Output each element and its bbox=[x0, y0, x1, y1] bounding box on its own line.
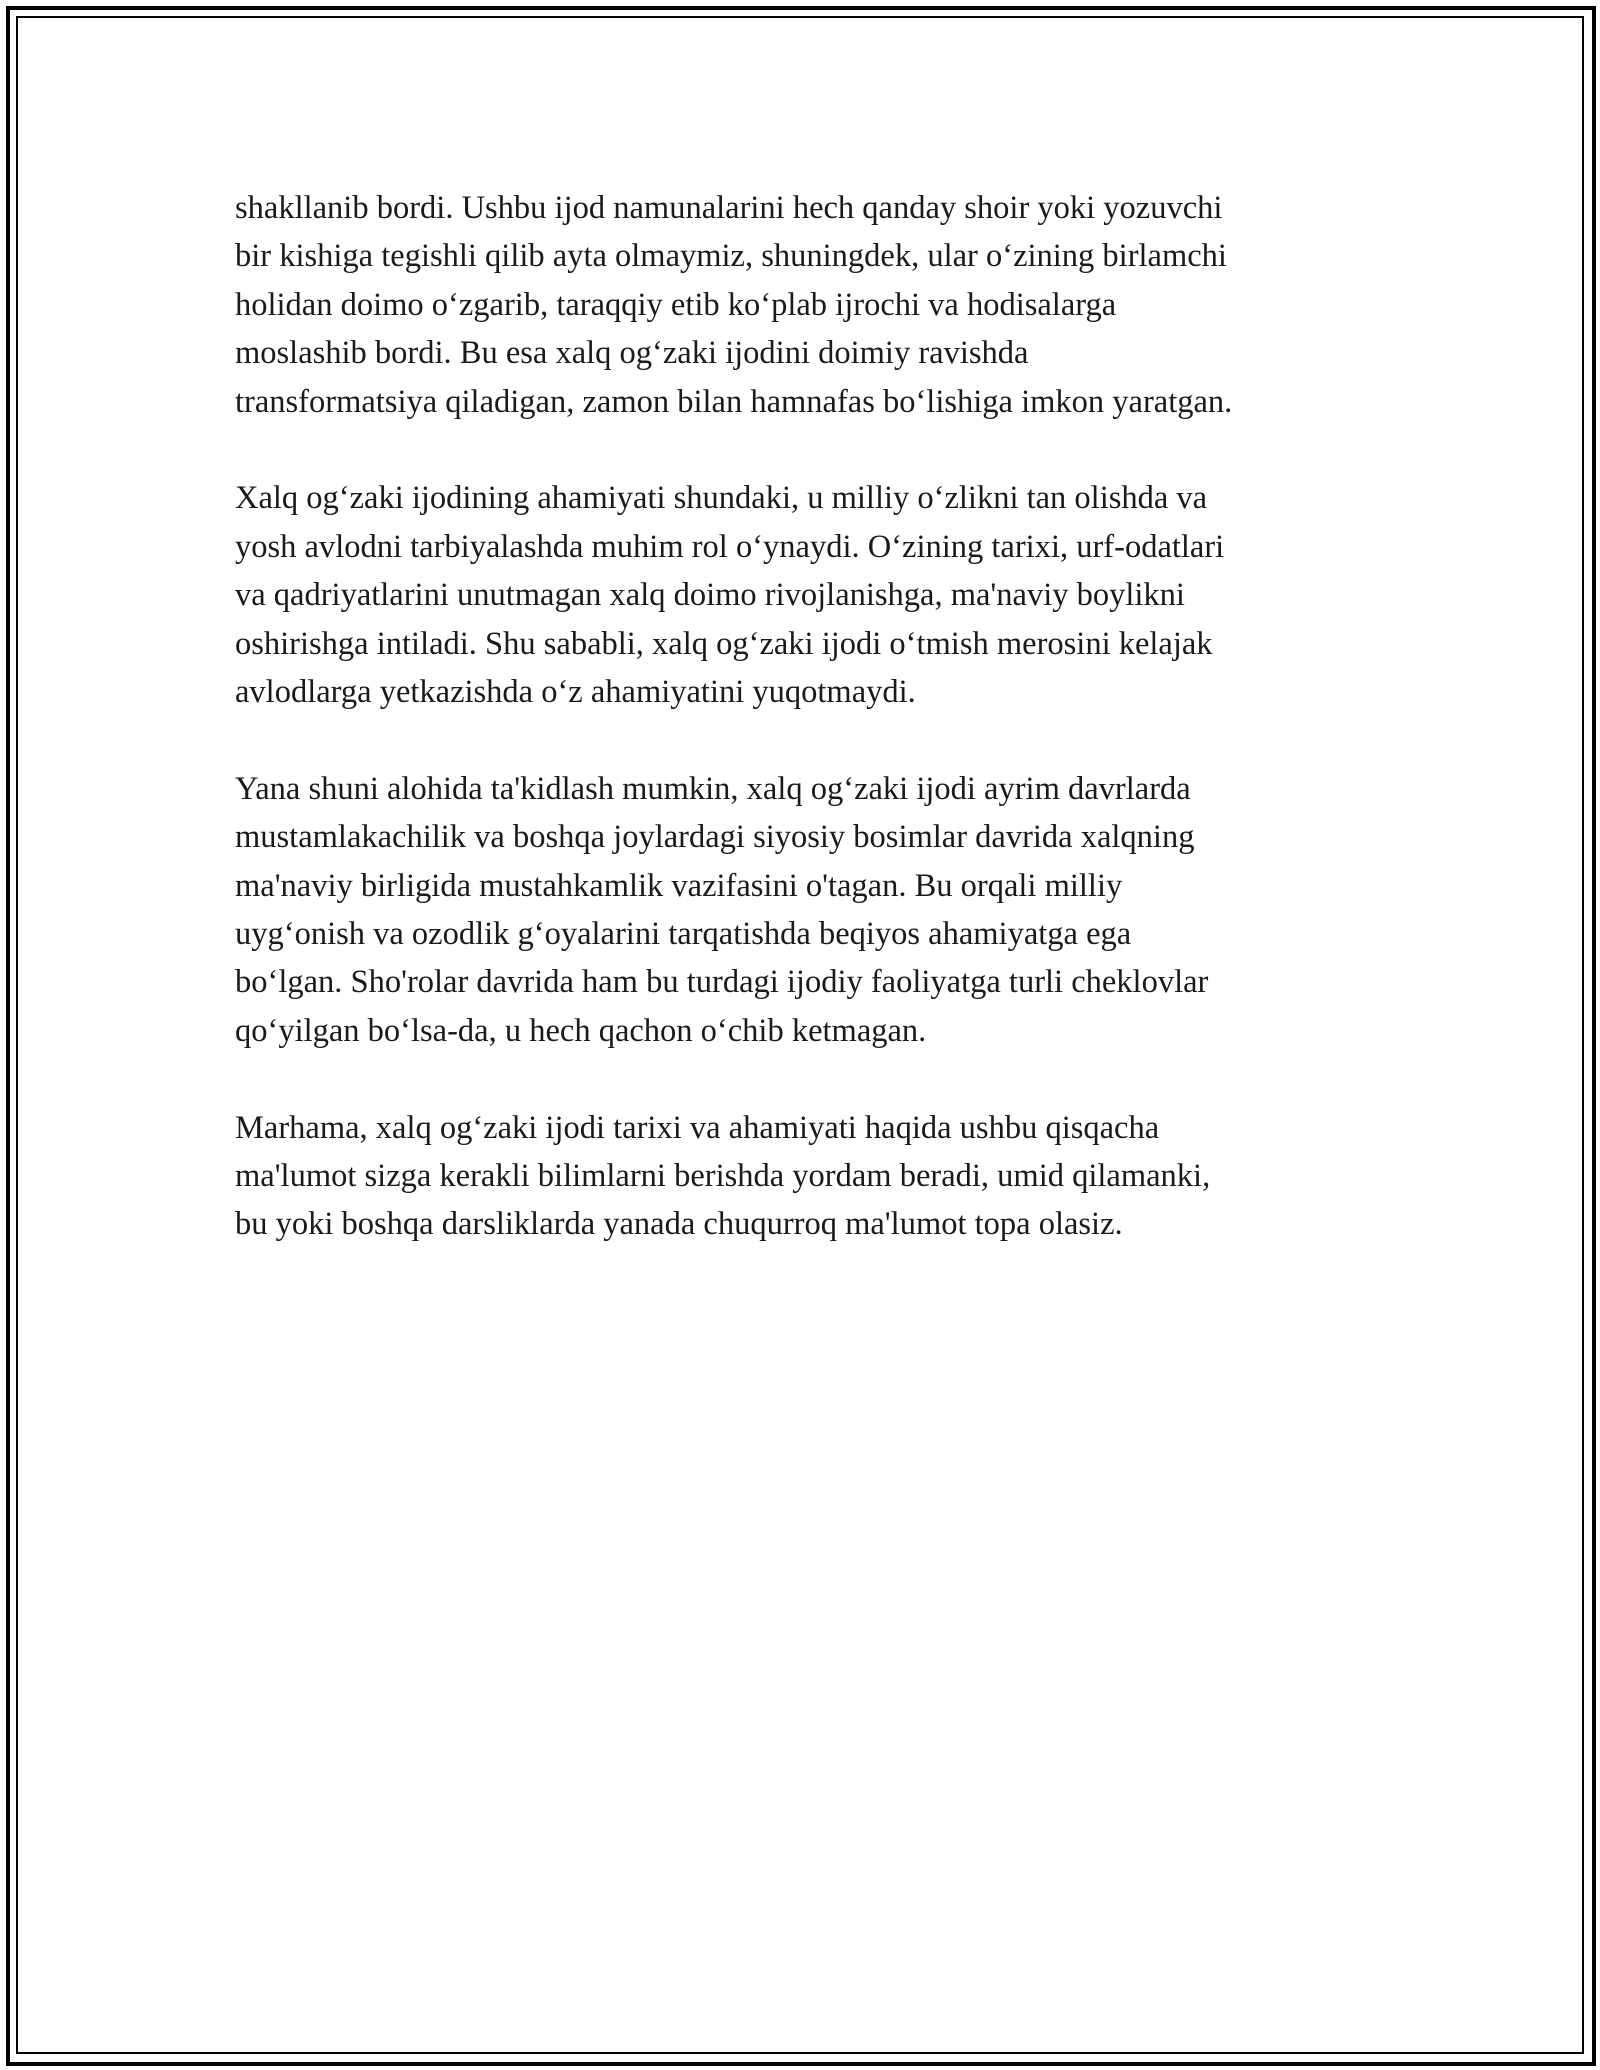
text-line: Marhama, xalq og‘zaki ijodi tarixi va ahamiyati haqida ushbu qisqacha bbox=[235, 1109, 1160, 1146]
text-line: bir kishiga tegishli qilib ayta olmaymiz, shuningdek, ular o‘zining birlamchi bbox=[235, 238, 1227, 275]
text-line: Xalq og‘zaki ijodining ahamiyati shundaki, u milliy o‘zlikni tan olishda va bbox=[235, 480, 1208, 517]
paragraph bbox=[235, 184, 1385, 426]
text-line: ma'naviy birligida mustahkamlik vazifasini o'tagan. Bu orqali milliy bbox=[235, 867, 1123, 904]
text-line: uyg‘onish va ozodlik g‘oyalarini tarqatishda beqiyos ahamiyatga ega bbox=[235, 916, 1132, 953]
text-line: holidan doimo o‘zgarib, taraqqiy etib ko‘plab ijrochi va hodisalarga bbox=[235, 286, 1117, 323]
paragraph bbox=[235, 1104, 1385, 1249]
text-line: ma'lumot sizga kerakli bilimlarni berishda yordam beradi, umid qilamanki, bbox=[235, 1158, 1211, 1195]
paragraph bbox=[235, 474, 1385, 716]
text-line: Yana shuni alohida ta'kidlash mumkin, xalq og‘zaki ijodi ayrim davrlarda bbox=[235, 770, 1191, 807]
document-body bbox=[235, 184, 1385, 1297]
text-line: yosh avlodni tarbiyalashda muhim rol o‘ynaydi. O‘zining tarixi, urf-odatlari bbox=[235, 528, 1225, 565]
paragraph bbox=[235, 765, 1385, 1055]
text-line: avlodlarga yetkazishda o‘z ahamiyatini yuqotmaydi. bbox=[235, 674, 916, 711]
text-line: shakllanib bordi. Ushbu ijod namunalarini hech qanday shoir yoki yozuvchi bbox=[235, 190, 1223, 226]
text-line: transformatsiya qiladigan, zamon bilan hamnafas bo‘lishiga imkon yaratgan. bbox=[235, 383, 1233, 420]
text-line: va qadriyatlarini unutmagan xalq doimo rivojlanishga, ma'naviy boylikni bbox=[235, 577, 1185, 614]
text-line: qo‘yilgan bo‘lsa-da, u hech qachon o‘chib ketmagan. bbox=[235, 1012, 927, 1049]
text-line: mustamlakachilik va boshqa joylardagi siyosiy bosimlar davrida xalqning bbox=[235, 819, 1195, 856]
text-line: bu yoki boshqa darsliklarda yanada chuqurroq ma'lumot topa olasiz. bbox=[235, 1206, 1123, 1243]
text-line: oshirishga intiladi. Shu sababli, xalq og‘zaki ijodi o‘tmish merosini kelajak bbox=[235, 625, 1213, 662]
text-line: moslashib bordi. Bu esa xalq og‘zaki ijodini doimiy ravishda bbox=[235, 335, 1029, 372]
text-line: bo‘lgan. Sho'rolar davrida ham bu turdagi ijodiy faoliyatga turli cheklovlar bbox=[235, 964, 1209, 1001]
